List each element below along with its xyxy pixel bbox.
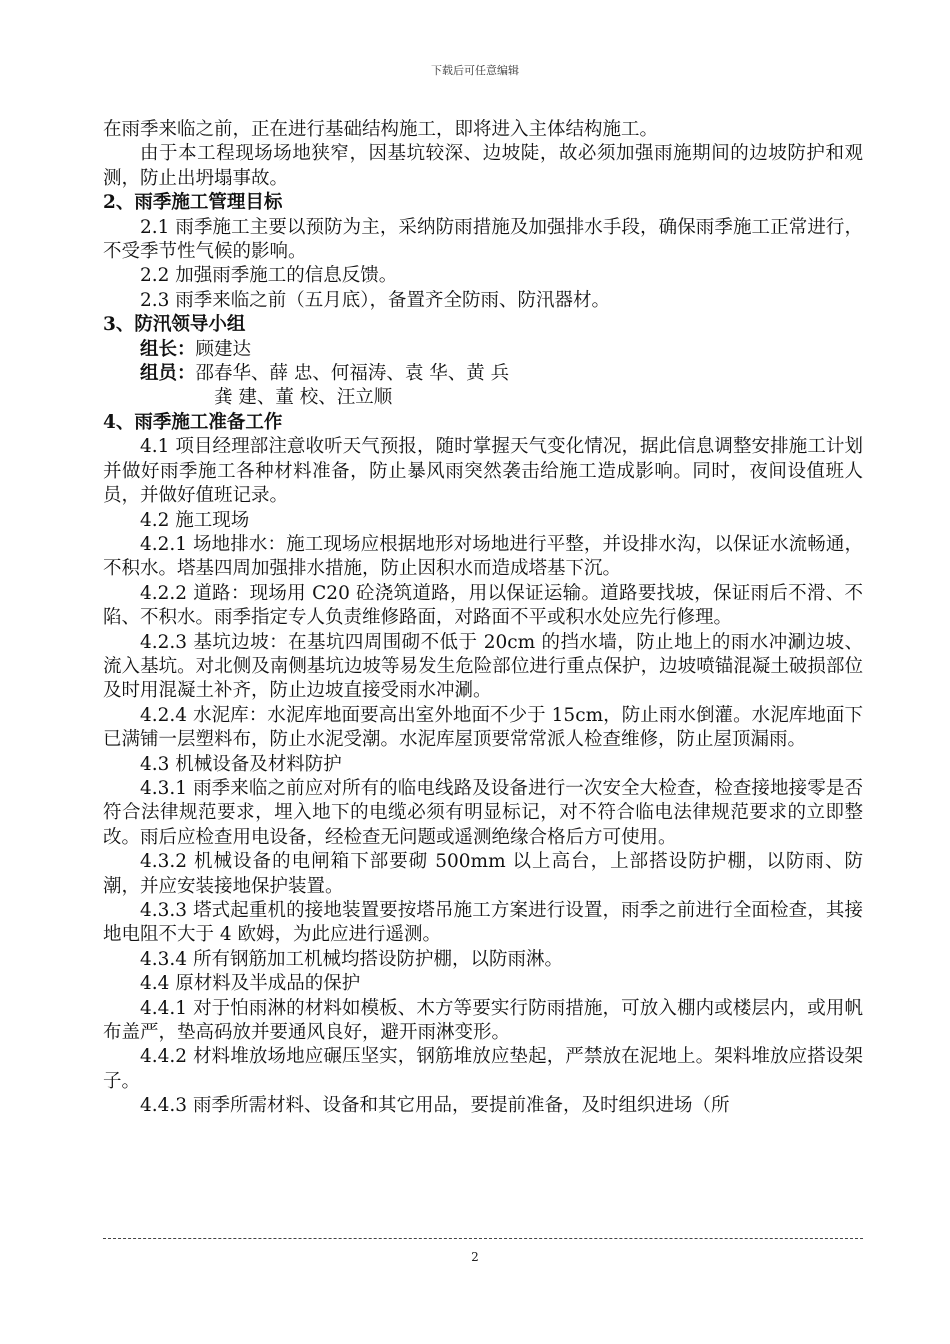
subsection-heading: 4.3 机械设备及材料防护 (140, 753, 342, 775)
paragraph: 4.3.1 雨季来临之前应对所有的临电线路及设备进行一次安全大检查，检查接地接零是否符合法律规范要求，埋入地下的电缆必须有明显标记，对不符合临电法律规范要求的立即整改。雨后应检查用电设备，经检查无问题或遥测绝缘合格后方可使用。 (103, 777, 863, 848)
section-heading: 4、雨季施工准备工作 (103, 411, 283, 433)
paragraph: 4.3.4 所有钢筋加工机械均搭设防护棚，以防雨淋。 (140, 948, 563, 970)
members-line (103, 362, 863, 386)
paragraph: 2.1 雨季施工主要以预防为主，采纳防雨措施及加强排水手段，确保雨季施工正常进行，不受季节性气候的影响。 (103, 216, 863, 263)
document-body (103, 118, 863, 1119)
paragraph: 在雨季来临之前，正在进行基础结构施工，即将进入主体结构施工。 (103, 119, 659, 140)
paragraph: 4.3.3 塔式起重机的接地装置要按塔吊施工方案进行设置，雨季之前进行全面检查，其接地电阻不大于 4 欧姆，为此应进行遥测。 (103, 900, 863, 946)
section-heading: 2、雨季施工管理目标 (103, 192, 283, 214)
paragraph: 4.4.1 对于怕雨淋的材料如模板、木方等要实行防雨措施，可放入棚内或楼层内，或用帆布盖严，垫高码放并要通风良好，避开雨淋变形。 (103, 997, 863, 1044)
members-names: 邵春华、薛 忠、何福涛、袁 华、黄 兵 (195, 363, 510, 385)
paragraph: 2.2 加强雨季施工的信息反馈。 (140, 265, 398, 287)
subsection-heading: 4.4 原材料及半成品的保护 (140, 973, 361, 995)
paragraph: 4.3.2 机械设备的电闸箱下部要砌 500mm 以上高台，上部搭设防护棚，以防雨、防潮，并应安装接地保护装置。 (103, 851, 863, 897)
leader-label: 组长： (140, 338, 196, 360)
members-line-2: 龚 建、董 校、汪立顺 (214, 387, 393, 409)
paragraph: 4.2.1 场地排水：施工现场应根据地形对场地进行平整，并设排水沟，以保证水流畅通，不积水。塔基四周加强排水措施，防止因积水而造成塔基下沉。 (103, 533, 863, 580)
paragraph: 4.2.2 道路：现场用 C20 砼浇筑道路，用以保证运输。道路要找坡，保证雨后不滑、不陷、不积水。雨季指定专人负责维修路面，对路面不平或积水处应先行修理。 (103, 582, 863, 629)
section-heading: 3、防汛领导小组 (103, 314, 246, 336)
paragraph: 4.1 项目经理部注意收听天气预报，随时掌握天气变化情况，据此信息调整安排施工计划并做好雨季施工各种材料准备，防止暴风雨突然袭击给施工造成影响。同时，夜间设值班人员，并做好值班记录。 (103, 436, 863, 507)
paragraph: 2.3 雨季来临之前（五月底），备置齐全防雨、防汛器材。 (140, 289, 611, 311)
footer-divider (103, 1238, 863, 1239)
members-label: 组员： (140, 363, 196, 385)
leader-name: 顾建达 (195, 338, 252, 360)
paragraph: 4.4.2 材料堆放场地应碾压坚实，钢筋堆放应垫起，严禁放在泥地上。架料堆放应搭设架子。 (103, 1046, 863, 1092)
paragraph: 4.4.3 雨季所需材料、设备和其它用品，要提前准备，及时组织进场（所 (140, 1095, 730, 1117)
subsection-heading: 4.2 施工现场 (140, 509, 250, 531)
paragraph: 4.2.4 水泥库：水泥库地面要高出室外地面不少于 15cm，防止雨水倒灌。水泥库地面下已满铺一层塑料布，防止水泥受潮。水泥库屋顶要常常派人检查维修，防止屋顶漏雨。 (103, 704, 863, 751)
paragraph: 4.2.3 基坑边坡：在基坑四周围砌不低于 20cm 的挡水墙，防止地上的雨水冲涮边坡、流入基坑。对北侧及南侧基坑边坡等易发生危险部位进行重点保护，边坡喷锚混凝土破损部位及时用混凝土补齐，防止边坡直接受雨水冲涮。 (103, 631, 863, 702)
paragraph: 由于本工程现场场地狭窄，因基坑较深、边坡陡，故必须加强雨施期间的边坡防护和观测，防止出坍塌事故。 (103, 143, 863, 189)
page-number: 2 (471, 1250, 479, 1264)
leader-line (103, 338, 863, 362)
page-header: 下载后可任意编辑 (431, 64, 519, 77)
